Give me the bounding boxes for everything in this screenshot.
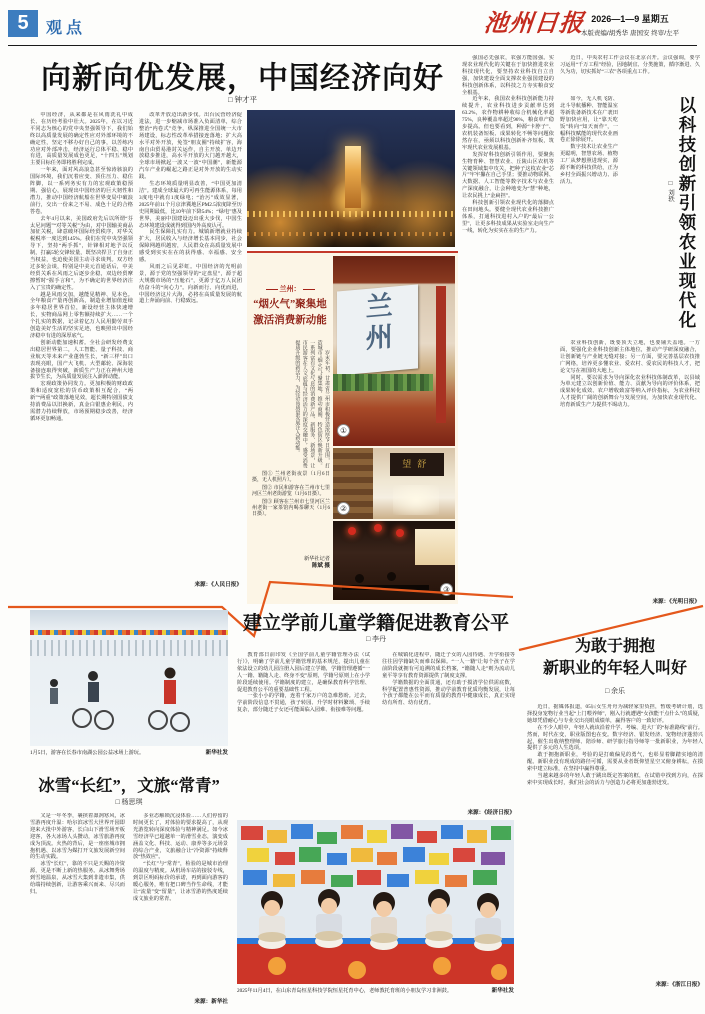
rink-fence (30, 640, 228, 656)
ice-article-column-1: 又是一年冬季，裹挟着凛冽寒风，冰雪游再度升温：哈尔滨冰雪大世界开园即迎来大批中外游客，长白山下滑雪场开板迎客，各大冰场人头攒动，冰雪旅游再度成为顶流。火热的背后，是一座座城市拥抱机遇、以冰雪为媒打开文旅发展新空间的生动实践。 冰雪“长红”，靠的不只是天赐的冷资源，更是不断上新的热服务。从冰舞秀场到雪地温泉，从冰雪大集到非遗市集，供给端持续创新，让游客乘兴而来、尽兴而归。 (30, 813, 125, 895)
kids-photo-caption-row (237, 988, 514, 995)
career-article-author: □ 余乐 (605, 687, 625, 695)
feature-title-line1: “烟火气”聚集地 (253, 299, 327, 310)
tech-article-mid-column: 如今，无人机飞防、北斗导航播种、智能温室等新装备新技术在广袤田野加快应用，让“靠天吃饭”转向“知天而作”，一幅科技赋能的现代农业画卷正徐徐展开。 数字技术让农业生产更聪明，智慧农场、植物工厂从梦想照进现实，源源不断的科技供给，正为乡村全面振兴增动力、添活力。 (560, 96, 618, 185)
bright-window (415, 529, 455, 565)
table-silhouette (342, 585, 430, 590)
feature-vertical-body: 岁末年初，甘肃省兰州市积极营造浓厚节日氛围，打造城市“烟火气”聚集地，推动商圈、特色街区焕新升级。一系列富有文化气息的消费新产品、新服务、新场景，让市民游客在人文底蕴与经济活力的深度交融中，感受消费提质升级的新活力，为经济高质量发展注入新动能。 (294, 340, 329, 468)
children-drums-photo (237, 820, 514, 984)
lanzhou-night-aerial-photo (247, 110, 455, 247)
ice-article-title: 冰雪“长红”，文旅“常青” (38, 776, 220, 795)
tech-article-author: □ 刘轶 (667, 180, 674, 202)
tag-dash (266, 289, 278, 290)
career-article-source: 来源：《浙江日报》 (655, 982, 703, 988)
tech-article-source: 来源：《光明日报》 (652, 599, 700, 605)
section-title: 观点 (46, 20, 87, 37)
red-lantern (348, 527, 356, 535)
street-shopfront-photo (333, 448, 455, 519)
kids-photo-credit: 新华社发 (491, 988, 514, 994)
photo-badge-3: ③ (440, 583, 453, 596)
teahouse-interior-photo (333, 521, 455, 600)
feature-photo-captions: 图① 兰州老街夜景（1月6日摄，无人机照片）。 图② 市民和游客在兰州市七里河区兰州老街游览（1月6日摄）。 图③ 顾客在兰州市七里河区兰州老街一家茶馆内喝茶聊天（1月6日摄）。 (252, 472, 330, 518)
flag-garland (30, 630, 228, 635)
preschool-article-author: □ 李丹 (366, 635, 386, 643)
credit-name: 陈斌 摄 (311, 563, 330, 569)
person-silhouette (355, 574, 364, 583)
feature-tag (250, 284, 330, 294)
preschool-article-title: 建立学前儿童学籍促进教育公平 (242, 613, 509, 634)
garland-strip (333, 374, 433, 391)
editors-line: 本版责编/胡秀华 唐国安 终审/左平 (580, 30, 680, 37)
photo-badge-1: ① (337, 424, 350, 437)
street-lights-band (247, 211, 455, 217)
tech-article-title: 以科技创新引领农业现代化 (677, 96, 697, 330)
kids-photo-caption: 2025年11月4日，在山东青岛恒星科技学院恒星托育中心，老师教托育班的小朋友学习非洲鼓。 (237, 988, 453, 994)
career-article-title-line2: 新职业的年轻人叫好 (542, 660, 687, 677)
newspaper-masthead: 池州日报 (482, 11, 586, 37)
main-article-column-1: 中国经济，从来都是在风雨洗礼中成长、在历经考验中壮大。2025年，在以习近平同志为核心的党中央坚强领导下，我们始终以高质量发展的确定性应对外部环境的不确定性，坚定不移办好自己的事，以苦练内功应对外部冲击，经济运行总体平稳、稳中有进，高质量发展成色更足，“十四五”规划主要目标任务即将胜利完成。 一年来，面对风高浪急甚至惊涛骇浪的国际环境，我们沉着应变、顶住压力、稳住阵脚，以一系列务实有力的宏观政策稳预期、强信心，展现出中国经济的巨大韧性和潜力，推动中国经济航船在世界变局中破浪前行，交出一份来之不易、成色十足的合格答卷。 去年4月以来，美国政府先后以所谓“芬太尼问题”“对等关税”为由，对中国输美商品加征关税，肆意破坏国际经贸秩序，对华关税税率一度达到145%。我们在党中央坚强领导下，坚持“两手抓”，针锋相对地予以反制，打赢5轮交锋较量，既坚决捍卫了自身正当权益，也迫使美国主动寻求谈判。双方经过多轮会谈，特别是中美元首通话后，中美经贸关系在风雨之后逐步企稳，双边经贸摩擦暂时“握手言和”，为不确定的世界经济注入了宝贵的确定性。 越是风雨交加，越能见精神、见本色。全年粮食产量再创新高，制造业增加值连续多年稳居世界首位，新设经营主体快速增长，实物商品网上零售额持续扩大……一个个扎实的数据，记录着亿万人民用勤劳双手创造美好生活的坚实足迹，也映照出中国经济稳中有进的深厚底气。 创新动能加速积蓄。全社会研发经费支出稳居世界第二，人工智能、量子科技、商业航天等未来产业蓬勃生长，“新三样”出口表现亮眼，国产大飞机、大型邮轮、深海装备接连取得突破，新质生产力正在神州大地拔节生长，为高质量发展注入澎湃动能。 宏观政策协同发力。更加积极的财政政策和适度宽松的货币政策相互配合，“两新”“两重”政策落地见效，超长期特别国债支持消费品以旧换新，真金白银惠企利民，内需潜力持续释放，市场预期稳步改善，经济循环更加畅通。 (30, 112, 133, 422)
ice-article-source: 来源：新华社 (194, 999, 228, 1005)
header-divider (8, 45, 697, 46)
main-article-title: 向新向优发展，中国经济向好 (41, 62, 444, 95)
children-drums-illustration (237, 820, 514, 984)
issue-info (560, 12, 700, 37)
preschool-article-source: 来源：《经济日报》 (467, 810, 515, 816)
tag-dash (303, 289, 315, 290)
feature-tag-text: 兰州： (279, 285, 301, 293)
feature-photo-credit (252, 556, 330, 570)
ice-article-author: □ 杨思琪 (115, 798, 143, 806)
main-article-author: □ 钟才平 (228, 95, 257, 104)
tech-article-left-column: 强国必先强农，农强方能国强。实现农业现代化的关键在于加快推进农业科技现代化，要坚持农业科技自立自强，加快建设全面支撑农业强国建设的科技创新体系，以科技之力夯实粮食安全根基。 近年来，我国农业科技创新能力持续提升，农业科技进步贡献率达到63.2%，农作物耕种收综合机械化率超75%，良种覆盖率超过96%，粮食单产稳步提高。但也要看到，种源“卡脖子”、农机装备短板、成果转化不畅等问题依然存在，亟须以科技创新补齐短板，筑牢现代农业发展根基。 发挥好科技创新引领作用，要聚焦生物育种、智慧农业、丘陵山区农机等关键领域集中攻关，把种子这枚农业“芯片”牢牢攥在自己手里；要推动物联网、大数据、人工智能等数字技术与农业生产深度融合，让会种地变为“慧”种地，让农民挑上“金扁担”。 科技创新引领农业现代化的落脚点在田间地头。要健全现代农业科技推广体系，打通科技进村入户的“最后一公里”，让更多科技成果从实验室走向生产一线，转化为实实在在的生产力。 (462, 55, 554, 234)
credit-role: 新华社记者 (304, 556, 330, 562)
archway-sign-text: 兰州 (361, 291, 392, 356)
street-lights-band (247, 232, 455, 236)
archway-pillar (436, 286, 446, 423)
page-number-badge: 5 (8, 10, 38, 37)
shop-sign: 望舒 (390, 453, 444, 476)
window-glow (393, 485, 439, 515)
person-silhouette (387, 572, 396, 581)
lit-tower-shape (345, 146, 361, 208)
career-article-body: 近日，据媒体报道，05后女生舟舟为减轻家里负担，暂缓考研计划，选择投身宠物行业当起“上门喂养师”，刚入行就遭遇“女孩能干点什么”的质疑，她却凭借耐心与专业交出亮眼成绩单，赢得客户的一致好评。 在不少人眼中，年轻人就该沿着升学、考编、进大厂的“标准路线”前行。然而，时代在变，职业版图也在变。数字经济、银发经济、宠物经济蓬勃兴起，催生出收纳整理师、陪诊师、研学旅行指导师等一批新职业，为年轻人提供了多元的人生选项。 敢于拥抱新职业，考验的是打破偏见的勇气，也彰显着脚踏实地的清醒。新职业没有现成的路径可循，需要从业者既仰望星空又俯身耕耘，在摸索中建立标准，在坚持中赢得尊重。 当越来越多的年轻人敢于跳出既定答案的框，在试错中找到方向，在探索中实现成长时，我们社会的活力与创造力必将更加蓬勃迸发。 (527, 704, 703, 786)
red-lantern (374, 524, 382, 532)
preschool-article-column-2: 在城镇化进程中，随迁子女的入园待遇、升学衔接等往往因学籍缺失而难以保障。“一人一籍”让每个孩子在学前阶段就拥有可追溯的成长档案，“籍随人走”则为流动儿童平等享有教育资源提供了制度支撑。 学籍数据的全面贯通，还有助于摸清学位供需底数，科学配置普惠性资源，推动学前教育优质均衡发展，让每个孩子都能在公平而有质量的教育中健康成长，真正实现幼有所育、幼有优育。 (382, 652, 515, 707)
winter-photo-caption-row (30, 750, 228, 757)
red-lantern (396, 529, 404, 537)
winter-rink-photo (30, 610, 228, 746)
lanzhou-archway-photo (333, 256, 455, 446)
photo-badge-2: ② (337, 502, 350, 515)
issue-date: 2026—1—9 星期五 (591, 14, 669, 24)
feature-title-line2: 激活消费新动能 (253, 315, 327, 326)
ice-article-column-2: 多业态解锁沉浸体验……人们停留的时间更长了，对体验的要求提高了，从观光游览转向深度体验与精神满足。如今冰雪经济早已超越单一的滑雪业态，演变成涵盖文化、科技、运动、康养等多元场景的综合产业，文旅融合让“冷资源”持续释放“热效应”。 “长红”与“常青”，检验的是城市治理的温度与精度。从机场车站的接驳专线，到景区明码标价的承诺，再到面向游客的暖心服务，唯有把口碑当作生命线，才能让“流量”变“留量”，让冰雪游的热度延续成文旅业的常青。 (133, 813, 228, 902)
preschool-article-column-1: 教育部日前印发《全国学前儿童学籍管理办法（试行）》，明确了学前儿童学籍管理的基本规范，提出儿童在依法设立的幼儿园注册入园后建立学籍，学籍管理遵循“一人一籍、籍随人走、终身不变”原则，学籍号原则上在小学阶段延续使用。学籍制度的建立，是确保教育科学管理、促进教育公平的重要基础性工程。 一张小小的学籍，连着千家万户的急难愁盼。过去，学前阶段信息不贯通，孩子转园、升学时材料繁琐、手续复杂，部分随迁子女还可能面临入园难、衔接难等问题。 (237, 652, 370, 714)
career-article-title-line1: 为敢于拥抱 (574, 638, 655, 655)
winter-photo-credit: 新华社发 (205, 750, 228, 756)
main-article-column-2: 改革开放迈出新步伐。出台民营经济促进法，进一步缩减市场准入负面清单，综合整治“内卷式”竞争，纵深推进全国统一大市场建设，标志性改革举措接连落地；扩大高水平对外开放，免签“朋友圈”持续扩容，海南自由贸易港封关运作，自主开放、单边开放稳步推进，高水平开放的大门越开越大，全球市场掀起一波又一波“中国潮”，新能源汽车产业的崛起之路正是对外开放的生动实践。 生态环境质量明显改善，“中国更加清洁”。建成全球最大的可再生能源体系，每用3度电中就有1度绿电；“治污”成效显著，2025年前11个月京津冀地区PM2.5浓度降至历史同期最低，比10年前下降54%；“绿电”惠及世界，美丽中国建设迈出重大步伐，中国生态环境建设成就得到国内外高度认可。 民生保障扎实有力。城镇新增就业持续扩大，居民收入与经济增长基本同步，社会保障网越织越密，人民群众在高质量发展中感受到实实在在的获得感、幸福感、安全感。 风雨之后见彩虹。中国经济的光明前景，源于党的坚强领导的“定盘星”，源于超大规模市场的“压舱石”，更源于亿万人民团结奋斗的“向心力”。向新而行、向优而进，中国经济这片大海，必将在高质量发展的航道上奔涌向前、行稳致远。 (139, 112, 242, 305)
tech-article-bottom-column: 农业科技创新，既要顶天立地，也要铺天盖地。一方面，要强化企业科技创新主体地位，推动产学研深度融合，让创新链与产业链无缝对接；另一方面，要完善基层农技推广网络，培养更多懂农业、爱农村、爱农民的科技人才，把论文写在祖国的大地上。 同时，要以需求为导向深化农业科技体制改革，以县域为单元建立以创新价值、能力、贡献为导向的评价体系，把成果转化成效、农户增收致富等纳入评价指标，为农业科技人才提供广阔的创新舞台与发展空间，为加快农业现代化、培育新质生产力提供不竭动力。 (560, 340, 700, 409)
tech-article-vertical-title-block (624, 96, 700, 338)
winter-photo-caption: 1月5日，游客在长春市南湖公园公益冰场上游玩。 (30, 750, 145, 756)
archway-sign (337, 285, 418, 376)
tech-article-opening: 近日，中央农村工作会议在北京召开。会议强调，要学习运用“千万工程”经验，因地制宜、分类施策，循序渐进、久久为功，切实抓好“三农”各项重点工作。 (560, 55, 700, 75)
main-article-source: 来源：《人民日报》 (194, 582, 242, 588)
